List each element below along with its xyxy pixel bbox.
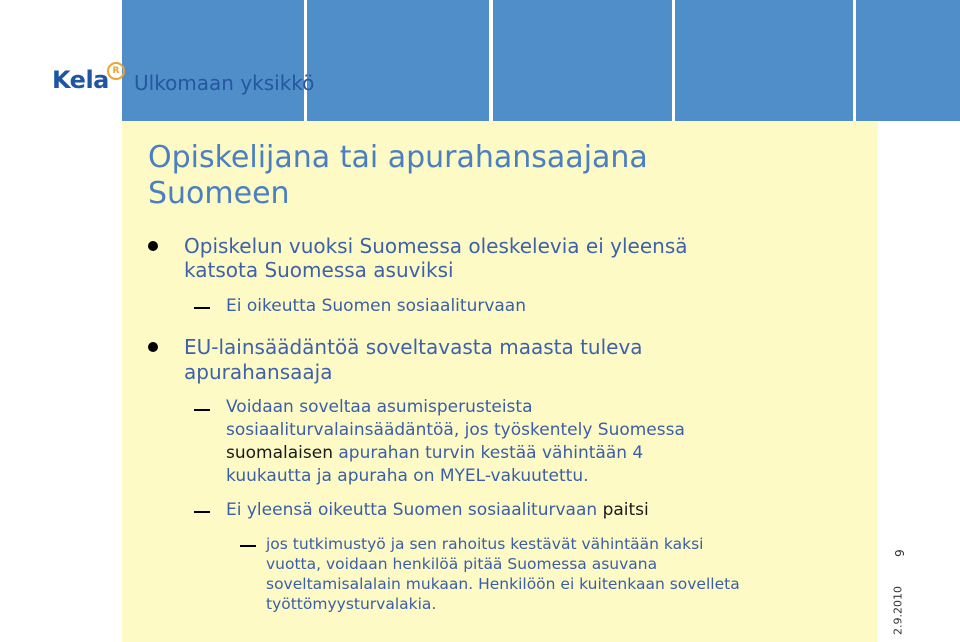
header-block — [122, 0, 304, 121]
dash-icon — [194, 409, 210, 411]
page-number: 9 — [893, 549, 907, 557]
sub-bullet-text: Ei oikeutta Suomen sosiaaliturvaan — [226, 296, 526, 316]
bullet-icon — [148, 342, 158, 352]
header-block — [493, 0, 672, 121]
dash-icon — [240, 545, 256, 547]
emphasis-text: paitsi — [602, 500, 649, 520]
sub-bullet-text: Voidaan soveltaa asumisperusteista — [226, 397, 533, 417]
dash-icon — [194, 307, 210, 309]
bullet-text: EU-lainsäädäntöä soveltavasta maasta tuleva — [184, 335, 643, 359]
subsub-bullet-text: soveltamisalalain mukaan. Henkilöön ei kuitenkaan sovelleta — [266, 575, 740, 593]
bullet-text: apurahansaaja — [184, 360, 333, 384]
logo-text: Kela — [52, 66, 109, 94]
sub-bullet-text-main: Ei yleensä oikeutta Suomen sosiaaliturvaan — [226, 500, 603, 520]
title-line: Opiskelijana tai apurahansaajana — [148, 140, 648, 175]
subsub-bullet-text: vuotta, voidaan henkilöä pitää Suomessa asuvana — [266, 555, 658, 573]
slide-date: 2.9.2010 — [891, 586, 905, 635]
unit-title: Ulkomaan yksikkö — [134, 71, 315, 95]
header-block — [675, 0, 853, 121]
title-line: Suomeen — [148, 176, 290, 211]
sub-bullet-text-rest: apurahan turvin kestää vähintään 4 — [332, 443, 644, 463]
sub-bullet-text — [226, 499, 649, 522]
subsub-bullet-text: työttömyysturvalakia. — [266, 595, 437, 613]
header-color-strip — [122, 0, 960, 121]
bullet-text: katsota Suomessa asuviksi — [184, 258, 454, 282]
sub-bullet-text: kuukautta ja apuraha on MYEL-vakuutettu. — [226, 466, 589, 486]
bullet-text: Opiskelun vuoksi Suomessa oleskelevia ei yleensä — [184, 234, 688, 258]
side-margin — [878, 121, 960, 642]
emphasis-text: suomalaisen — [226, 443, 333, 463]
logo-badge-icon: R — [107, 62, 125, 80]
sub-bullet-text — [226, 442, 643, 465]
subsub-bullet-text: jos tutkimustyö ja sen rahoitus kestävät vähintään kaksi — [266, 535, 704, 553]
slide-title — [148, 140, 768, 212]
sub-bullet-text: sosiaaliturvalainsäädäntöä, jos työskentely Suomessa — [226, 420, 685, 440]
header-block — [856, 0, 960, 121]
bullet-icon — [148, 241, 158, 251]
dash-icon — [194, 511, 210, 513]
header-block — [307, 0, 489, 121]
